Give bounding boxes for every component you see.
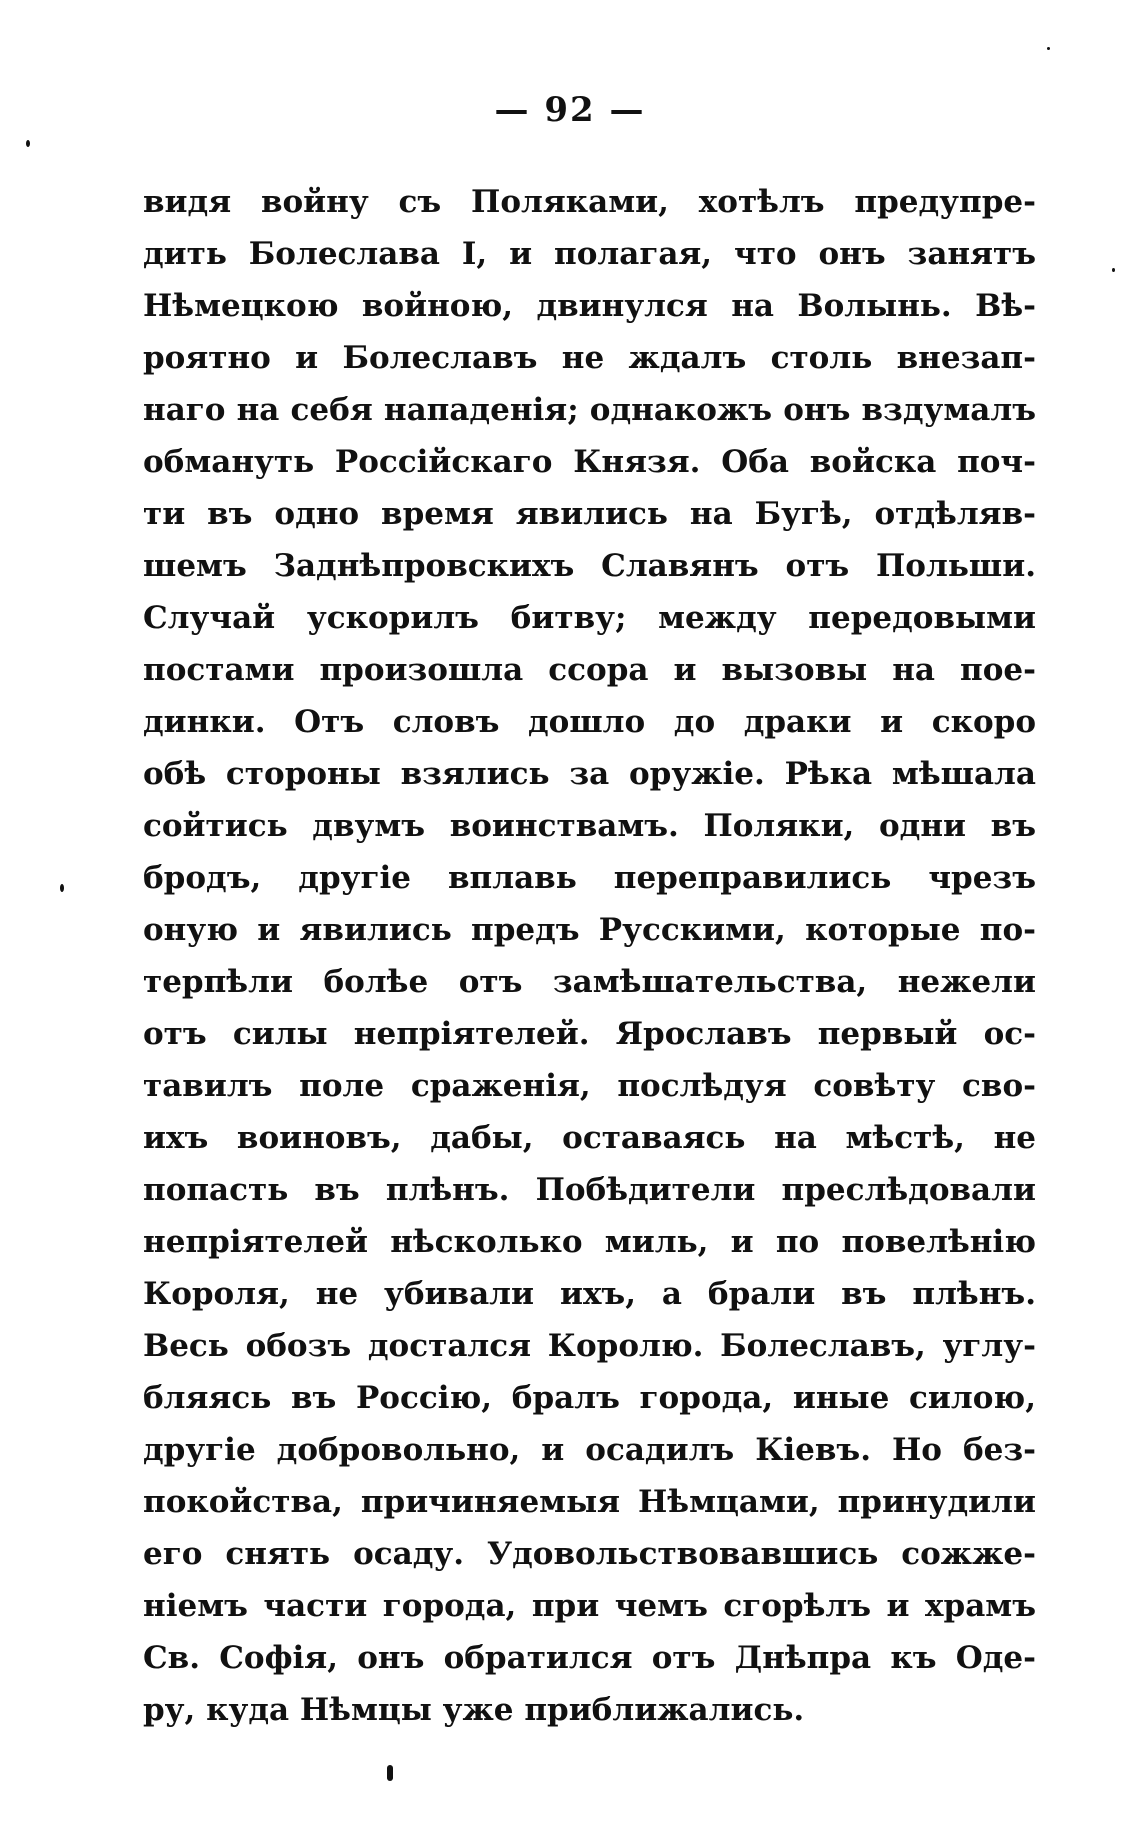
- text-line: видя войну съ Поляками, хотѣлъ предупре-: [143, 184, 1036, 220]
- text-line: сойтись двумъ воинствамъ. Поляки, одни въ: [143, 808, 1036, 844]
- scan-speck: [60, 884, 64, 892]
- text-line: шемъ Заднѣпровскихъ Славянъ отъ Польши.: [143, 548, 1036, 584]
- text-line: оную и явились предъ Русскими, которые по-: [143, 912, 1036, 948]
- text-line: его снять осаду. Удовольствовавшись сожже-: [143, 1536, 1036, 1572]
- text-line: покойства, причиняемыя Нѣмцами, принудили: [143, 1484, 1036, 1520]
- text-line: ихъ воиновъ, дабы, оставаясь на мѣстѣ, не: [143, 1120, 1036, 1156]
- text-line: дить Болеслава I, и полагая, что онъ занятъ: [143, 236, 1036, 272]
- text-line: ру, куда Нѣмцы уже приближались.: [143, 1692, 805, 1728]
- text-line: постами произошла ссора и вызовы на пое-: [143, 652, 1036, 688]
- page-number: — 92 —: [494, 90, 646, 130]
- text-line: наго на себя нападенія; однакожъ онъ вздумалъ: [143, 392, 1036, 428]
- text-line: непріятелей нѣсколько миль, и по повелѣнію: [143, 1224, 1036, 1260]
- text-line: роятно и Болеславъ не ждалъ столь внезап-: [143, 340, 1036, 376]
- text-line: Весь обозъ достался Королю. Болеславъ, углу-: [143, 1328, 1036, 1364]
- body-text: [143, 176, 1036, 1736]
- scan-speck: [1112, 268, 1115, 272]
- text-line: бродъ, другіе вплавь переправились чрезъ: [143, 860, 1036, 896]
- text-line: обѣ стороны взялись за оружіе. Рѣка мѣшала: [143, 756, 1036, 792]
- text-line: другіе добровольно, и осадилъ Кіевъ. Но без-: [143, 1432, 1036, 1468]
- text-line: динки. Отъ словъ дошло до драки и скоро: [143, 704, 1036, 740]
- scan-speck: [1047, 47, 1050, 50]
- text-line: отъ силы непріятелей. Ярославъ первый ос-: [143, 1016, 1036, 1052]
- text-line: Короля, не убивали ихъ, а брали въ плѣнъ.: [143, 1276, 1036, 1312]
- text-line: обмануть Россійскаго Князя. Оба войска поч-: [143, 444, 1036, 480]
- text-line: бляясь въ Россію, бралъ города, иные силою,: [143, 1380, 1036, 1416]
- text-line: попасть въ плѣнъ. Побѣдители преслѣдовали: [143, 1172, 1036, 1208]
- text-line: Св. Софія, онъ обратился отъ Днѣпра къ Оде-: [143, 1640, 1036, 1676]
- scan-speck: [387, 1765, 393, 1781]
- text-line: тавилъ поле сраженія, послѣдуя совѣту сво-: [143, 1068, 1036, 1104]
- text-line: ти въ одно время явились на Бугѣ, отдѣляв-: [143, 496, 1036, 532]
- text-line: терпѣли болѣе отъ замѣшательства, нежели: [143, 964, 1036, 1000]
- scan-speck: [26, 140, 30, 147]
- text-line: ніемъ части города, при чемъ сгорѣлъ и храмъ: [143, 1588, 1036, 1624]
- text-line: Нѣмецкою войною, двинулся на Волынь. Вѣ-: [143, 288, 1036, 324]
- text-line: Случай ускорилъ битву; между передовыми: [143, 600, 1036, 636]
